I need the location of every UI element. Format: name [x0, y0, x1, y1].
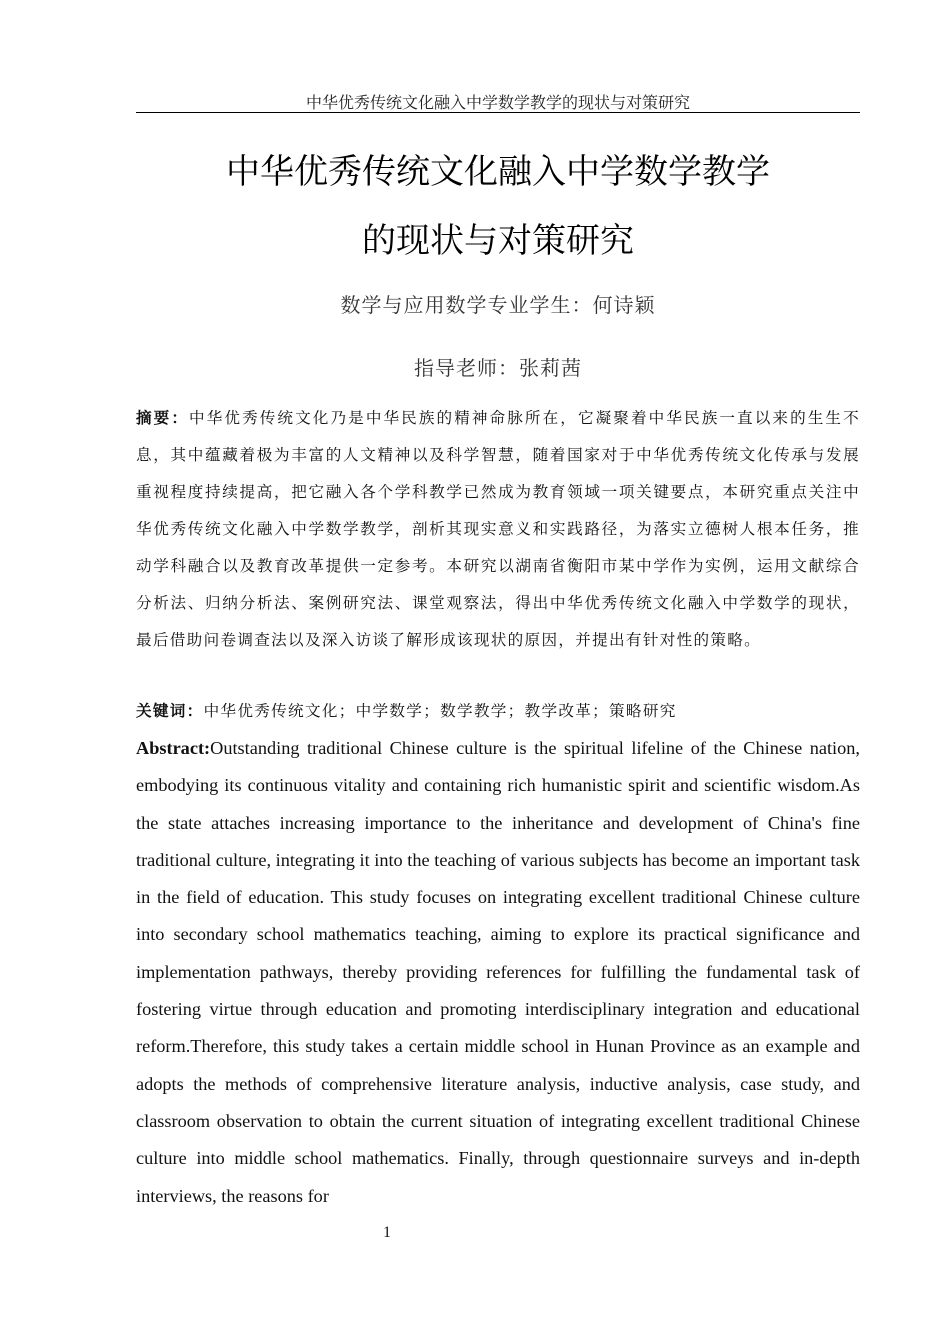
student-byline: 数学与应用数学专业学生：何诗颖 [340, 293, 656, 317]
advisor-byline: 指导老师：张莉茜 [414, 356, 582, 380]
running-header: 中华优秀传统文化融入中学数学教学的现状与对策研究 [305, 93, 690, 112]
chinese-abstract [136, 399, 860, 659]
keywords-label: 关键词： [136, 701, 204, 720]
english-abstract-text: Outstanding traditional Chinese culture is the spiritual lifeline of the Chinese nation, embodying its continuous vitality and containing rich humanistic spirit and scientific wisdom.As the state attaches increasing importance to the inheritance and development of China's fine traditional culture, integrating it into the teaching of various subjects has become an important task in the field of education. This study focuses on integrating excellent traditional Chinese culture into secondary school mathematics teaching, aiming to explore its practical significance and implementation pathways, thereby providing references for fulfilling the fundamental task of fostering virtue through education and promoting interdisciplinary integration and educational reform.Therefore, this study takes a certain middle school in Hunan Province as an example and adopts the methods of comprehensive literature analysis, inductive analysis, case study, and classroom observation to obtain the current situation of integrating excellent traditional Chinese culture into middle school mathematics. Finally, through questionnaire surveys and in-depth interviews, the reasons for [136, 738, 860, 1206]
keywords-text: 中华优秀传统文化；中学数学；数学教学；教学改革；策略研究 [203, 702, 677, 720]
chinese-abstract-text: 中华优秀传统文化乃是中华民族的精神命脉所在，它凝聚着中华民族一直以来的生生不息，其中蕴藏着极为丰富的人文精神以及科学智慧，随着国家对于中华优秀传统文化传承与发展重视程度持续提高，把它融入各个学科教学已然成为教育领域一项关键要点，本研究重点关注中华优秀传统文化融入中学数学教学，剖析其现实意义和实践路径，为落实立德树人根本任务，推动学科融合以及教育改革提供一定参考。本研究以湖南省衡阳市某中学作为实例，运用文献综合分析法、归纳分析法、案例研究法、课堂观察法，得出中华优秀传统文化融入中学数学的现状，最后借助问卷调查法以及深入访谈了解形成该现状的原因，并提出有针对性的策略。 [136, 409, 861, 649]
chinese-abstract-label: 摘要： [136, 408, 190, 427]
keywords [136, 695, 860, 727]
paper-title-line-2: 的现状与对策研究 [362, 221, 634, 261]
english-abstract [136, 730, 860, 1215]
paper-title-line-1: 中华优秀传统文化融入中学数学教学 [226, 152, 770, 192]
page-number: 1 [383, 1224, 391, 1241]
english-abstract-label: Abstract: [136, 738, 211, 758]
header-rule [136, 112, 860, 113]
